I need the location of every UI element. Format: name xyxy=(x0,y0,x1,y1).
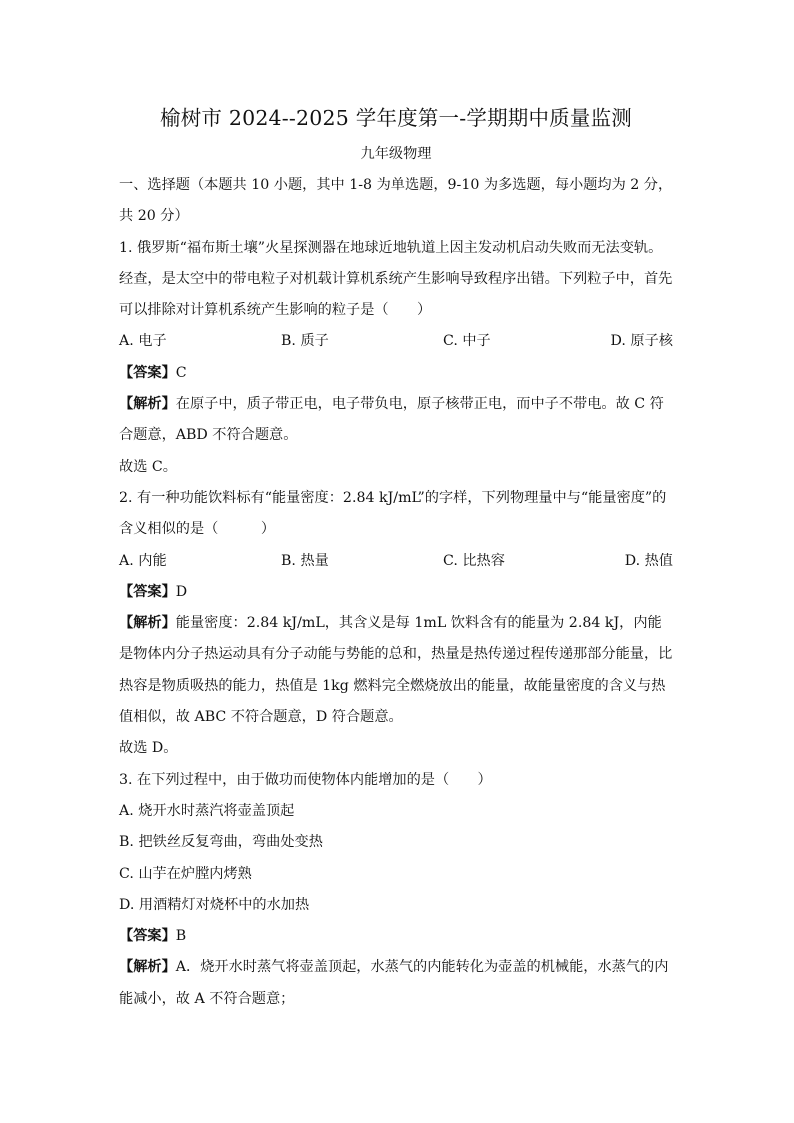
question-3-answer xyxy=(119,921,673,952)
answer-label: 【答案】 xyxy=(119,928,176,945)
question-1-option-b: B. 质子 xyxy=(281,333,329,350)
question-3-option-b: B. 把铁丝反复弯曲，弯曲处变热 xyxy=(119,834,323,851)
analysis-text: A．烧开水时蒸气将壶盖顶起，水蒸气的内能转化为壶盖的机械能，水蒸气的内能减小，故 A 不符合题意； xyxy=(119,959,669,1007)
question-1-option-d: D. 原子核 xyxy=(610,333,673,350)
answer-value: C xyxy=(175,364,187,381)
page-subtitle: 九年级物理 xyxy=(360,146,432,162)
question-2-option-b: B. 热量 xyxy=(281,552,329,569)
question-2-answer xyxy=(119,577,673,608)
section-heading: 一、选择题（本题共 10 小题，其中 1-8 为单选题，9-10 为多选题，每小题均为 2 分，共 20 分） xyxy=(119,177,673,225)
question-3-stem: 3. 在下列过程中，由于做功而使物体内能增加的是（ ） xyxy=(119,771,492,788)
answer-label: 【答案】 xyxy=(119,583,176,600)
question-3-option-a: A. 烧开水时蒸汽将壶盖顶起 xyxy=(119,802,295,819)
question-3-option-d: D. 用酒精灯对烧杯中的水加热 xyxy=(119,896,310,913)
question-2-options xyxy=(119,546,673,577)
answer-value: B xyxy=(175,928,187,945)
document-content xyxy=(119,102,673,1015)
question-1-conclusion: 故选 C。 xyxy=(119,458,177,475)
question-2-option-d: D. 热值 xyxy=(624,552,673,569)
question-2-stem: 2. 有一种功能饮料标有“能量密度：2.84 kJ/mL”的字样，下列物理量中与“能量密度”的含义相似的是（ ） xyxy=(119,489,667,538)
analysis-label: 【解析】 xyxy=(119,959,176,976)
analysis-text: 在原子中，质子带正电，电子带负电，原子核带正电，而中子不带电。故 C 符合题意，ABD 不符合题意。 xyxy=(119,396,664,444)
question-3-analysis xyxy=(119,952,673,1015)
question-1-analysis xyxy=(119,389,673,452)
analysis-text: 能量密度：2.84 kJ/mL，其含义是每 1mL 饮料含有的能量为 2.84 kJ，内能是物体内分子热运动具有分子动能与势能的总和，热量是热传递过程传递那部分能量，比热容是物质吸热的能力，热值是 1kg 燃料完全燃烧放出的能量，故能量密度的含义与热值相似，故 ABC 不符合题意，D 符合题意。 xyxy=(119,615,673,726)
question-1-option-c: C. 中子 xyxy=(443,333,491,350)
question-2-option-a: A. 内能 xyxy=(119,552,167,569)
question-1-option-a: A. 电子 xyxy=(119,333,167,350)
page-title: 榆树市 2024--2025 学年度第一-学期期中质量监测 xyxy=(160,106,632,130)
question-2-conclusion: 故选 D。 xyxy=(119,740,178,757)
question-2-analysis xyxy=(119,608,673,733)
answer-value: D xyxy=(175,583,188,600)
question-1-stem: 1. 俄罗斯“福布斯土壤”火星探测器在地球近地轨道上因主发动机启动失败而无法变轨。经查，是太空中的带电粒子对机载计算机系统产生影响导致程序出错。下列粒子中，首先可以排除对计算机系统产生影响的粒子是（ ） xyxy=(119,239,673,319)
analysis-label: 【解析】 xyxy=(119,615,176,632)
question-1-options xyxy=(119,326,673,357)
question-1-answer xyxy=(119,358,673,389)
question-2-option-c: C. 比热容 xyxy=(443,552,505,569)
answer-label: 【答案】 xyxy=(119,364,176,381)
analysis-label: 【解析】 xyxy=(119,396,176,413)
question-3-option-c: C. 山芋在炉膛内烤熟 xyxy=(119,865,252,882)
